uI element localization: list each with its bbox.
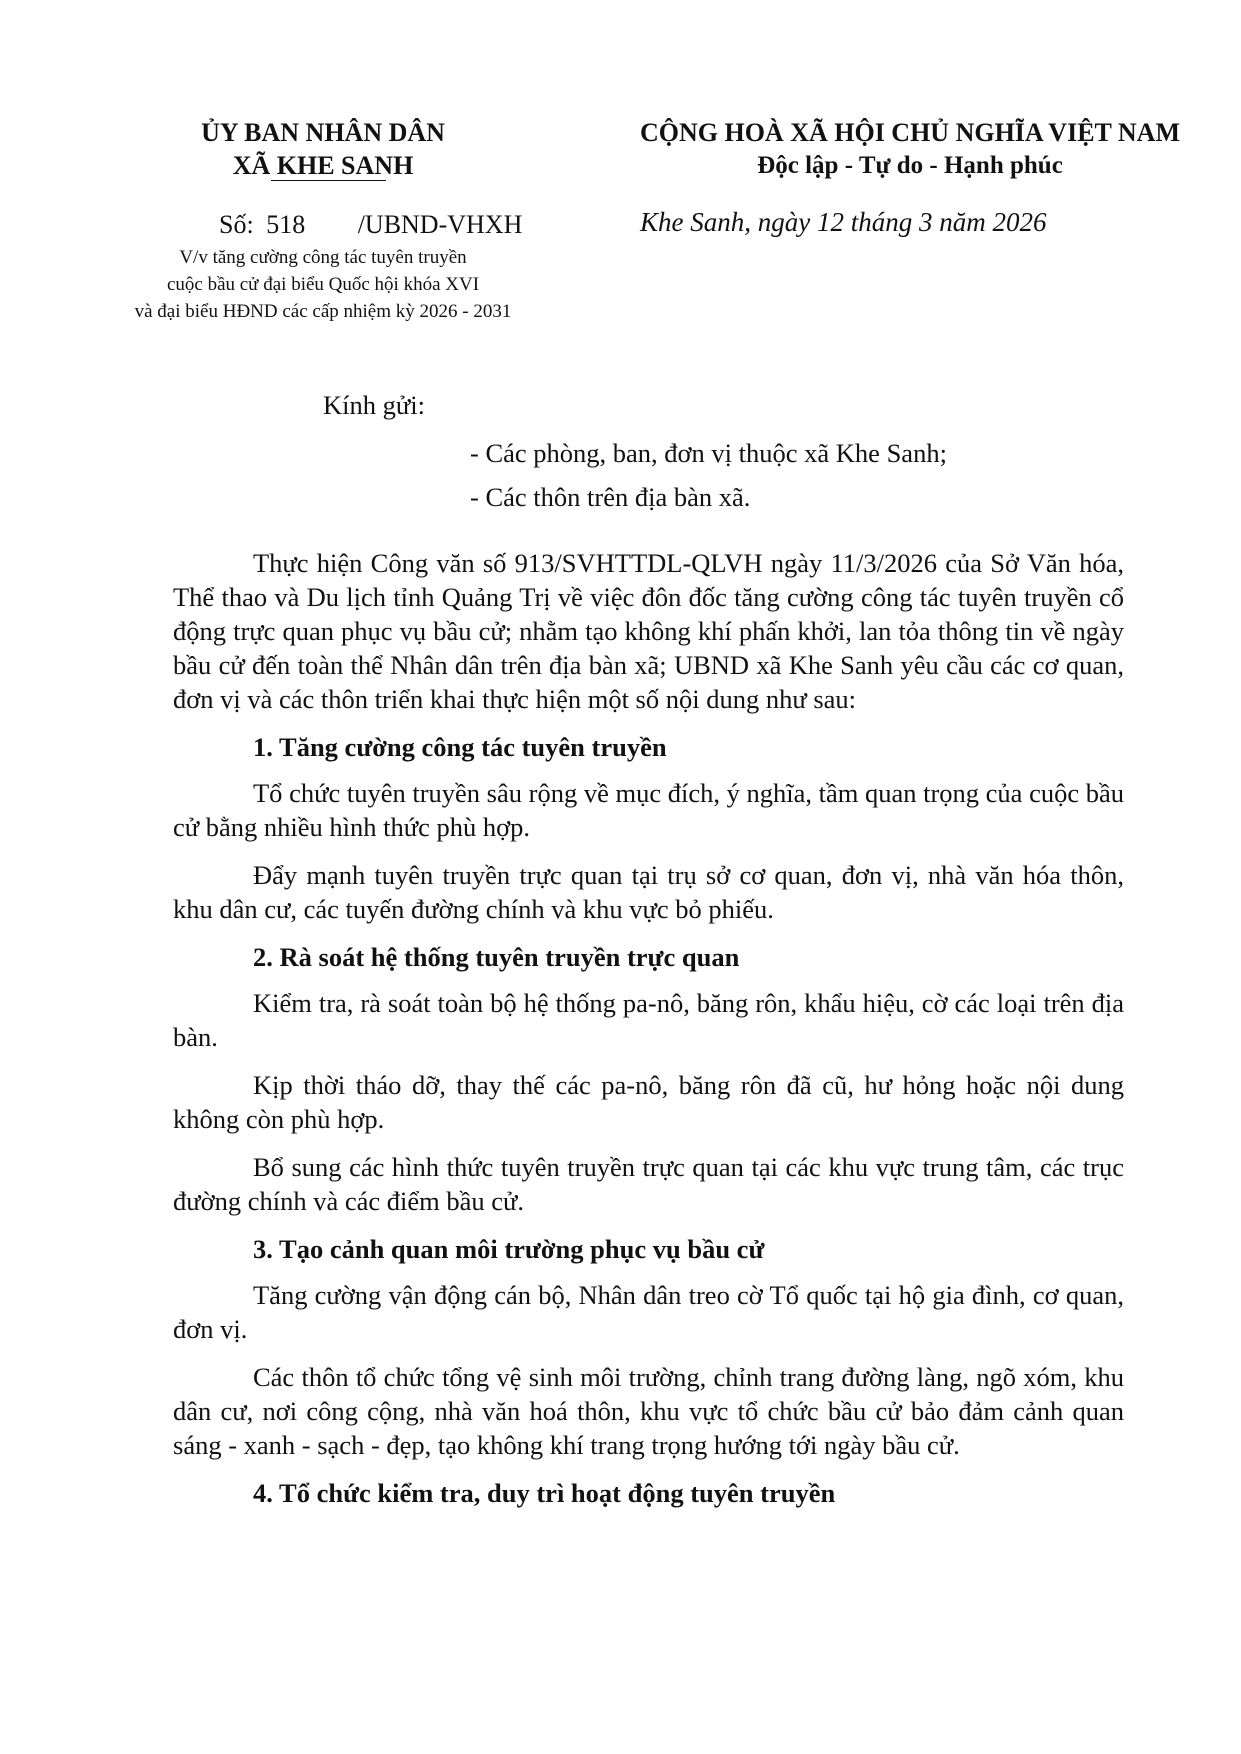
number-suffix: /UBND-VHXH (357, 210, 523, 239)
recipient-item: - Các thôn trên địa bàn xã. (470, 482, 751, 512)
subject-line: cuộc bầu cử đại biểu Quốc hội khóa XVI (166, 274, 480, 295)
org-name-underline (271, 180, 386, 181)
intro-paragraph: Thực hiện Công văn số 913/SVHTTDL-QLVH ngày 11/3/2026 của Sở Văn hóa, Thể thao và Du lịch tỉnh Quảng Trị về việc đôn đốc tăng cường công tác tuyên truyền cổ động trực quan phục vụ bầu cử; nhằm tạo không khí phấn khởi, lan tỏa thông tin về ngày bầu cử đến toàn thể Nhân dân trên địa bàn xã; UBND xã Khe Sanh yêu cầu các cơ quan, đơn vị và các thôn triển khai thực hiện một số nội dung như sau: (173, 548, 1124, 714)
document-body (173, 546, 1124, 1522)
subject-line: và đại biểu HĐND các cấp nhiệm kỳ 2026 - 2031 (134, 301, 512, 322)
body-paragraph: Bổ sung các hình thức tuyên truyền trực quan tại các khu vực trung tâm, các trục đường chính và các điểm bầu cử. (173, 1152, 1124, 1216)
org-line-1: ỦY BAN NHÂN DÂN (201, 118, 445, 147)
document-date (640, 207, 1046, 238)
national-motto (600, 116, 1220, 182)
number-label: Số: (219, 210, 254, 239)
number-value: 518 (266, 210, 306, 239)
org-line-2 (118, 149, 528, 182)
subject-line: V/v tăng cường công tác tuyên truyền (179, 247, 467, 268)
document-number (219, 210, 522, 240)
org-line-2-prefix: XÃ (232, 151, 277, 180)
date-day: 12 (816, 207, 844, 237)
section-heading: 3. Tạo cảnh quan môi trường phục vụ bầu cử (253, 1234, 765, 1264)
body-paragraph: Tăng cường vận động cán bộ, Nhân dân treo cờ Tổ quốc tại hộ gia đình, cơ quan, đơn vị. (173, 1280, 1124, 1344)
recipient-item: - Các phòng, ban, đơn vị thuộc xã Khe Sanh; (470, 438, 947, 468)
section-heading: 2. Rà soát hệ thống tuyên truyền trực quan (253, 942, 740, 972)
body-paragraph: Kiểm tra, rà soát toàn bộ hệ thống pa-nô, băng rôn, khẩu hiệu, cờ các loại trên địa bàn. (173, 988, 1124, 1052)
issuing-organization (118, 116, 528, 182)
date-prefix: Khe Sanh, ngày (640, 207, 817, 237)
section-heading: 1. Tăng cường công tác tuyên truyền (253, 732, 667, 762)
nation-title: CỘNG HOÀ XÃ HỘI CHỦ NGHĨA VIỆT NAM (639, 118, 1181, 147)
body-paragraph: Các thôn tổ chức tổng vệ sinh môi trường, chỉnh trang đường làng, ngõ xóm, khu dân cư, nơi công cộng, nhà văn hoá thôn, khu vực tổ chức bầu cử bảo đảm cảnh quan sáng - xanh - sạch - đẹp, tạo không khí trang trọng hướng tới ngày bầu cử. (173, 1362, 1124, 1460)
document-subject (118, 244, 528, 325)
body-paragraph: Đẩy mạnh tuyên truyền trực quan tại trụ sở cơ quan, đơn vị, nhà văn hóa thôn, khu dân cư, các tuyến đường chính và khu vực bỏ phiếu. (173, 860, 1124, 924)
date-month-year: tháng 3 năm 2026 (843, 207, 1047, 237)
recipients-label: Kính gửi: (323, 390, 425, 420)
org-name: KHE SANH (276, 151, 414, 180)
body-paragraph: Kịp thời tháo dỡ, thay thế các pa-nô, băng rôn đã cũ, hư hỏng hoặc nội dung không còn phù hợp. (173, 1070, 1124, 1134)
nation-motto-line: Độc lập - Tự do - Hạnh phúc (757, 152, 1063, 179)
body-paragraph: Tổ chức tuyên truyền sâu rộng về mục đích, ý nghĩa, tầm quan trọng của cuộc bầu cử bằng nhiều hình thức phù hợp. (173, 778, 1124, 842)
section-heading: 4. Tổ chức kiểm tra, duy trì hoạt động tuyên truyền (253, 1478, 836, 1508)
